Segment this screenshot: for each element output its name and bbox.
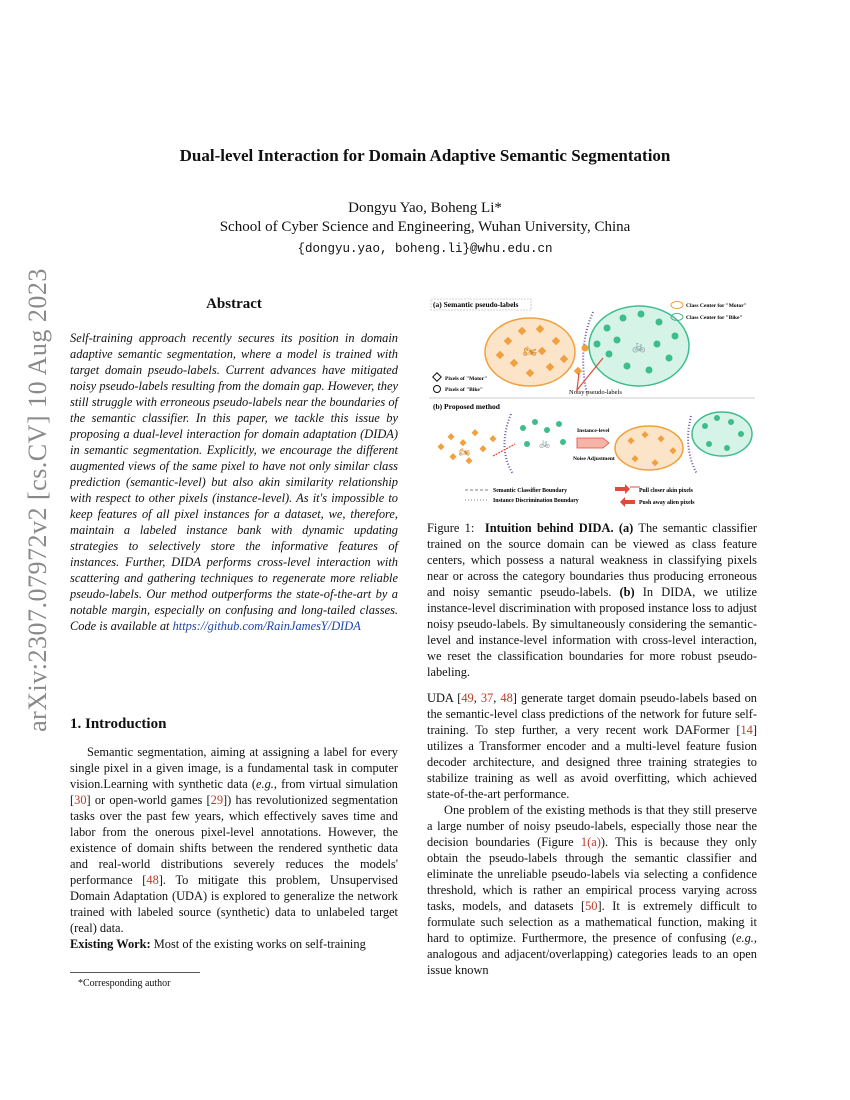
- noisy-pointer: [577, 358, 603, 390]
- motorcycle-icon: 🏍: [459, 447, 471, 457]
- paper-title: Dual-level Interaction for Domain Adaptive Semantic Segmentation: [179, 146, 671, 165]
- arxiv-stamp: [18, 268, 58, 732]
- pull-arrow: [493, 444, 515, 456]
- code-link[interactable]: https://github.com/RainJamesY/DIDA: [172, 619, 361, 633]
- citation-link[interactable]: 14: [740, 723, 753, 737]
- paragraph: One problem of the existing methods is that they still preserve a large number of noisy pseudo-labels, especially those near the decision boundaries (Figure 1(a)). This is because they only obtain the pseudo-labels through the semantic classifier and eliminate the unreliable pseudo-labels via selecting a confidence threshold, which is rather an empirical process varying across tasks, models, and datasets [50]. It is extremely difficult to formulate such selection as a mathematical function, making it hard to optimize. Furthermore, the presence of confusing (e.g., analogous and adjacent/overlapping) categories leads to an open issue known: [427, 803, 757, 977]
- transform-arrow: [577, 438, 609, 448]
- panel-a-title: (a) Semantic pseudo-labels: [433, 300, 519, 309]
- abstract-heading: Abstract: [206, 296, 262, 312]
- legend-pull: Pull closer akin pixels: [639, 488, 693, 494]
- figure-svg: [427, 298, 757, 510]
- noisy-pixel: [582, 345, 589, 352]
- figure-1: [427, 298, 757, 510]
- noisy-label: Noisy pseudo-labels: [569, 389, 622, 396]
- citation-link[interactable]: 50: [585, 899, 598, 913]
- bicycle-icon: 🚲: [539, 438, 551, 448]
- citation-link[interactable]: 29: [210, 793, 224, 807]
- instance-level-label: Instance-level: [577, 428, 610, 434]
- email: {dongyu.yao, boheng.li}@whu.edu.cn: [297, 242, 553, 256]
- right-column-body: [427, 690, 757, 978]
- citation-link[interactable]: 48: [146, 873, 159, 887]
- abstract-text: Self-training approach recently secures its position in domain adaptive semantic segmentation, where a model is trained with target domain pseudo-labels. Current advances have mitigated noisy pseudo-labels resulting from the domain gap. However, they still struggle with erroneous pseudo-labels near the boundaries of the semantic classifier. In this paper, we tackle this issue by proposing a dual-level interaction for domain adaptation (DIDA) in semantic segmentation. Explicitly, we encourage the different augmented views of the same pixel to have not only similar class prediction (semantic-level) but also akin similarity relationship with respect to other pixels (instance-level). As it's impossible to keep features of all pixel instances for a dataset, we, therefore, maintain a labeled instance bank with dynamic updating strategies to selectively store the informative features of instances. Further, DIDA performs cross-level interaction with scattering and gathering techniques to regenerate more reliable pseudo-labels. Our method outperforms the state-of-the-art by a notable margin, especially on confusing and long-tailed classes. Code is available at: [70, 331, 398, 633]
- panel-b-title: (b) Proposed method: [433, 402, 500, 411]
- legend-inst-boundary: Instance Discrimination Boundary: [493, 498, 579, 504]
- legend-push: Push away alien pixels: [639, 500, 695, 506]
- figure-caption: Figure 1: Intuition behind DIDA. (a) The semantic classifier trained on the source domain can be viewed as class feature centers, which possess a natural weakness in classifying pixels near or across the category boundaries thus producing erroneous and noisy semantic pseudo-labels. (b) In DIDA, we utilize instance-level discrimination with proposed instance loss to adjust noisy pseudo-labels. By simultaneously considering the semantic-level and instance-level information with cross-level interaction, we reset the classification boundaries for more robust pseudo-labeling.: [427, 521, 757, 679]
- paragraph: UDA [49, 37, 48] generate target domain pseudo-labels based on the semantic-level class predictions of the network for future self-training. To step further, a very recent work DAFormer [14] utilizes a Transformer encoder and a multi-level feature fusion decoder architecture, and designed three training strategies to stabilize training as well as avoid overfitting, which achieved state-of-the-art performance.: [427, 691, 757, 801]
- citation-link[interactable]: 48: [500, 691, 513, 705]
- legend-bike-center: Class Center for "Bike": [686, 315, 743, 321]
- boundary-b-left: [504, 414, 513, 474]
- intro-body: [70, 744, 398, 952]
- affiliation: School of Cyber Science and Engineering, Wuhan University, China: [219, 219, 631, 235]
- citation-link[interactable]: 30: [74, 793, 87, 807]
- noisy-pixel: [574, 367, 582, 375]
- authors: Dongyu Yao, Boheng Li*: [348, 200, 502, 216]
- legend-motor-center: Class Center for "Motor": [686, 303, 747, 309]
- citation-link[interactable]: 37: [480, 691, 494, 705]
- legend-sem-boundary: Semantic Classifier Boundary: [493, 488, 567, 494]
- intro-paragraph: Semantic segmentation, aiming at assigning a label for every single pixel in a given image, is a fundamental task in computer vision.Learning with synthetic data (e.g., from virtual simulation [30] or open-world games [29]) has revolutionized segmentation tasks over the past few years, which effectively saves time and labor from the onerous pixel-level annotations. However, the existence of domain shifts between the rendered synthetic data and real-world distributions severely reduces the models' performance [48]. To mitigate this problem, Unsupervised Domain Adaptation (UDA) is explored to generalize the network trained with labeled source (synthetic) data to unlabeled target (real) data.: [70, 745, 398, 935]
- motorcycle-icon: 🏍: [523, 346, 537, 358]
- abstract-body: [70, 330, 398, 634]
- footnote-rule: [70, 972, 200, 973]
- noise-adjustment-label: Noise Adjustment: [573, 456, 615, 462]
- bicycle-icon: 🚲: [632, 341, 646, 353]
- citation-link[interactable]: 49: [461, 691, 474, 705]
- intro-heading: 1. Introduction: [70, 716, 167, 732]
- existing-work-paragraph: Existing Work: Most of the existing works on self-training: [70, 937, 366, 951]
- figure-ref-link[interactable]: 1(a): [580, 835, 601, 849]
- arxiv-id: arXiv:2307.07972v2 [cs.CV] 10 Aug 2023: [23, 268, 52, 732]
- legend-motor-pixels: Pixels of "Motor": [445, 376, 488, 382]
- footnote: *Corresponding author: [78, 978, 171, 989]
- legend-bike-pixels: Pixels of "Bike": [445, 387, 483, 393]
